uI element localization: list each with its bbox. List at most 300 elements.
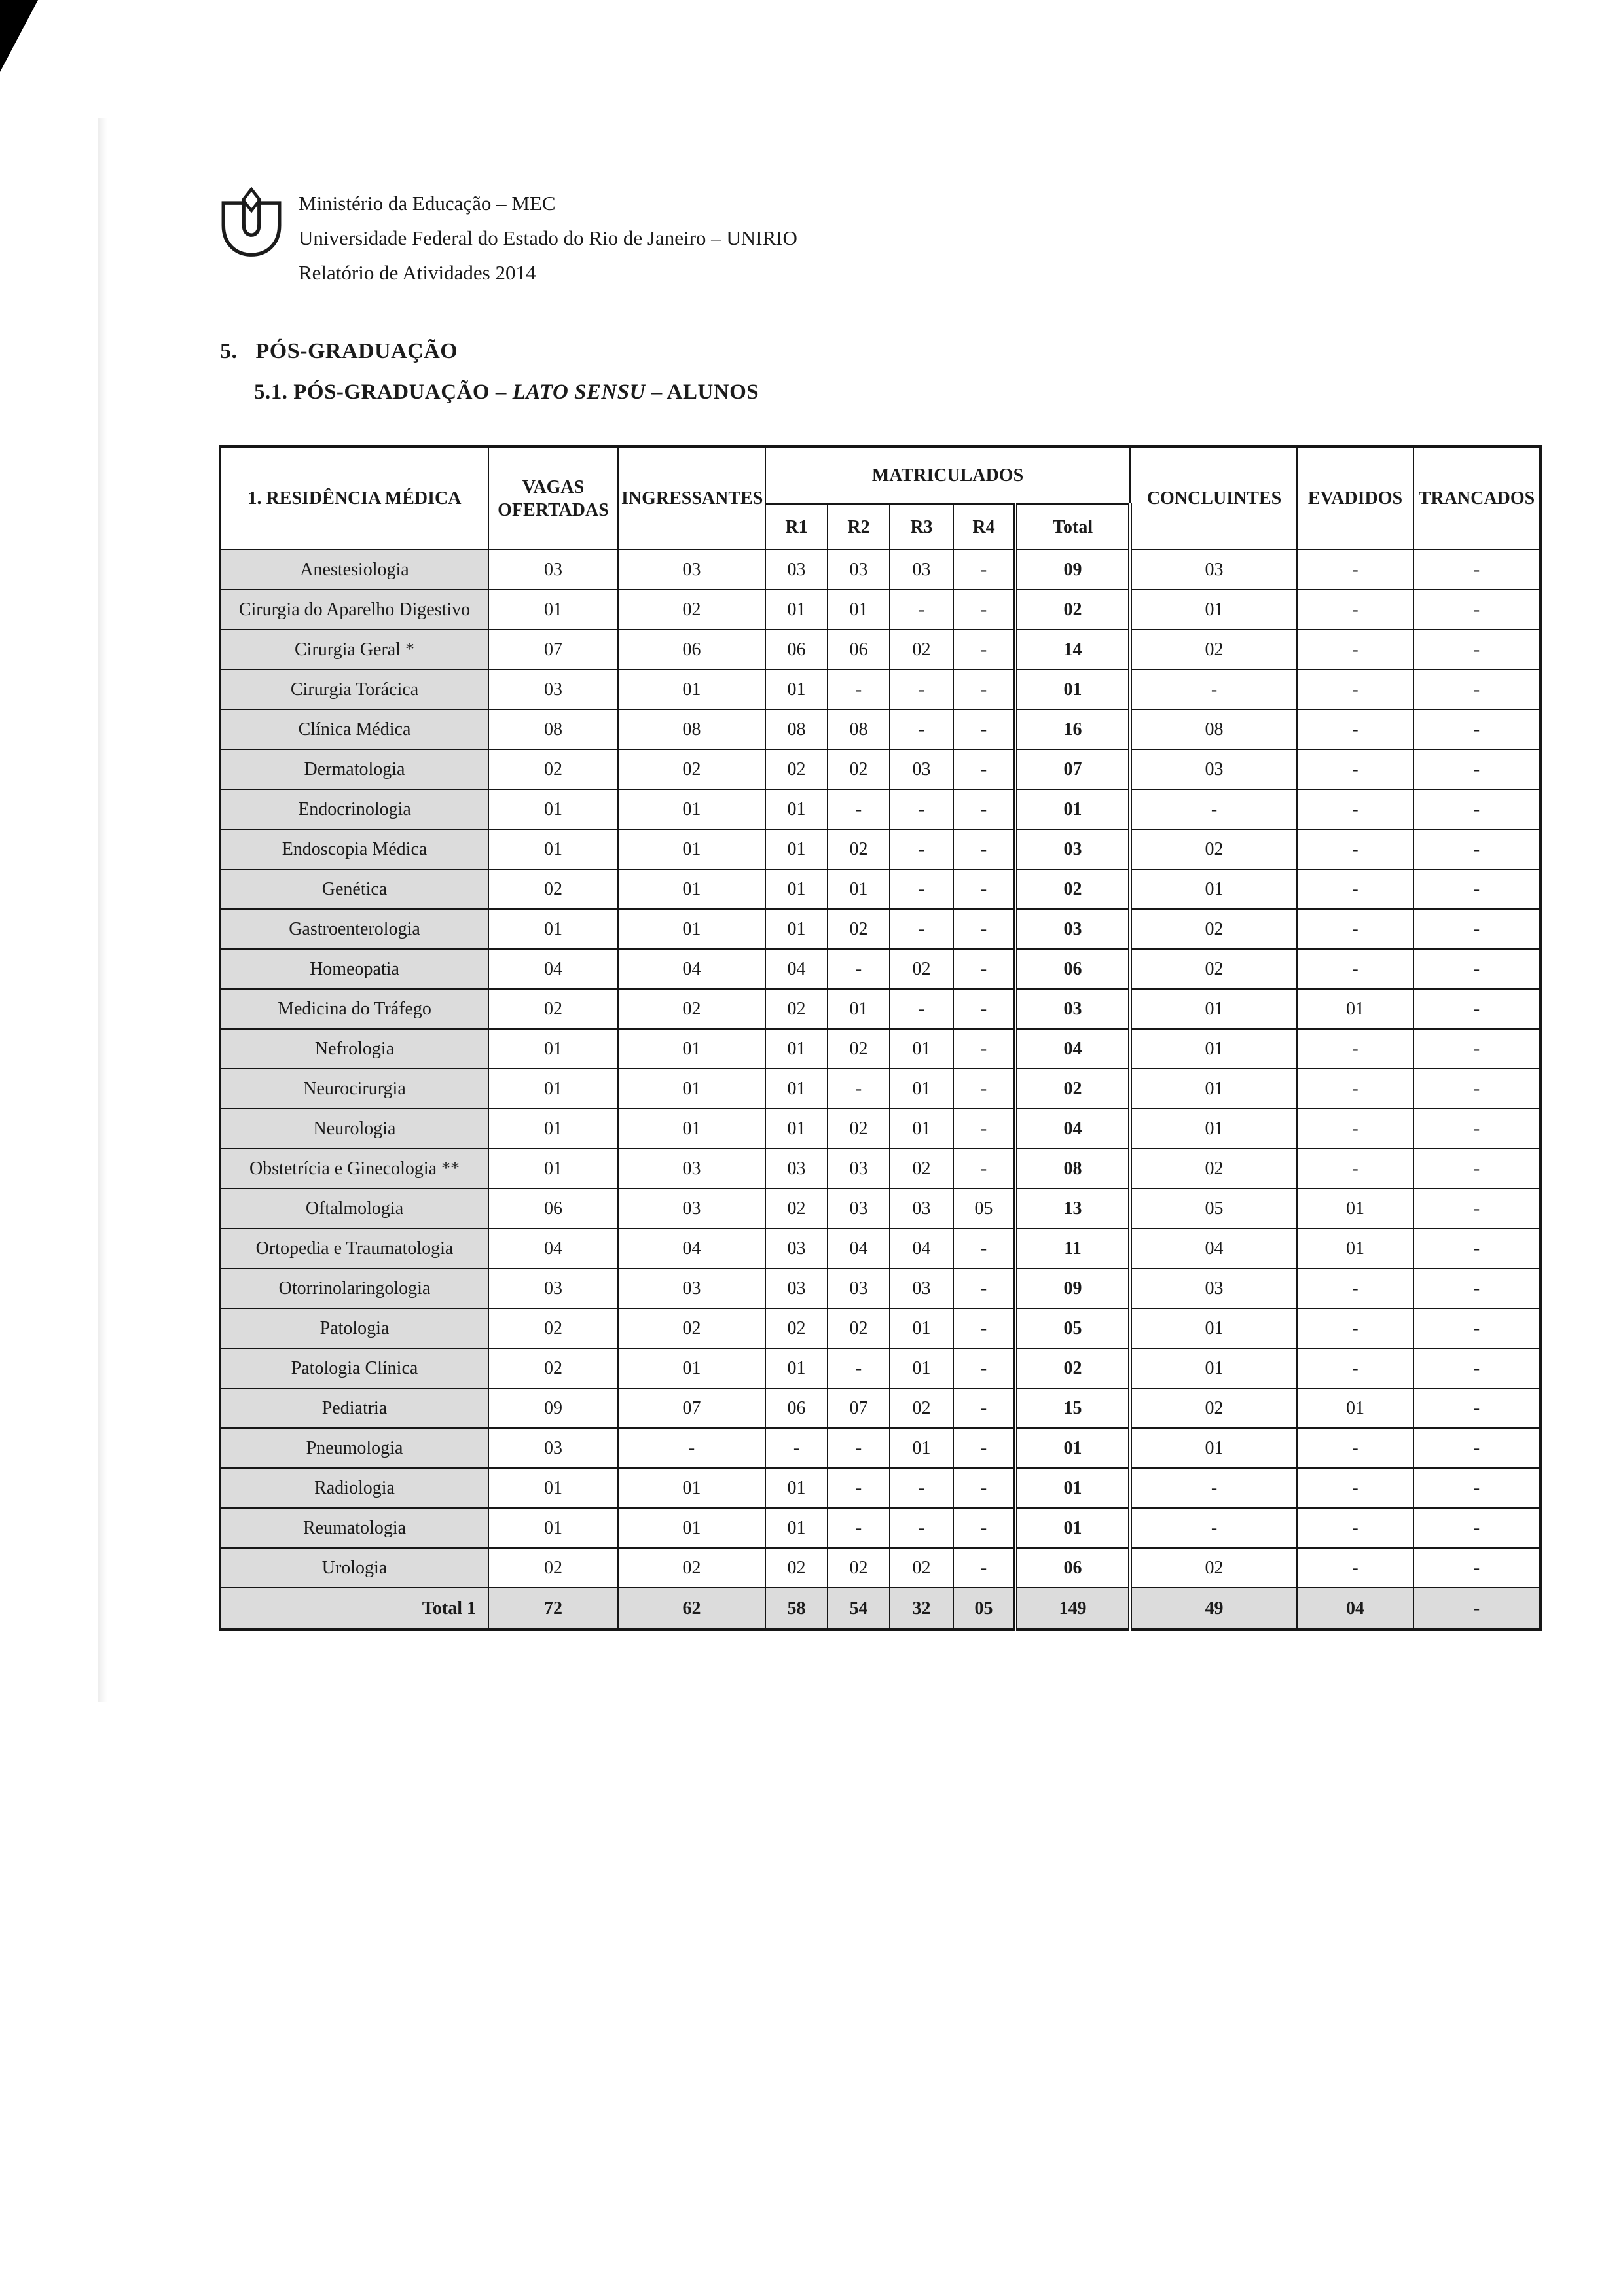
value-cell: - xyxy=(1297,1308,1413,1348)
specialty-name-cell: Oftalmologia xyxy=(220,1189,488,1229)
value-cell: - xyxy=(953,1548,1015,1588)
value-cell: 03 xyxy=(1130,550,1297,590)
specialty-name-cell: Radiologia xyxy=(220,1468,488,1508)
value-cell: 03 xyxy=(488,670,618,709)
value-cell: - xyxy=(1413,1029,1541,1069)
value-cell: - xyxy=(1413,869,1541,909)
value-cell: 01 xyxy=(618,670,765,709)
col-header-r3: R3 xyxy=(890,504,953,550)
table-row xyxy=(220,1308,1541,1348)
value-cell: 02 xyxy=(828,1109,890,1149)
value-cell: - xyxy=(1413,630,1541,670)
value-cell: 05 xyxy=(1015,1308,1130,1348)
table-row xyxy=(220,1149,1541,1189)
value-cell: - xyxy=(890,789,953,829)
value-cell: - xyxy=(953,749,1015,789)
table-row xyxy=(220,869,1541,909)
value-cell: 14 xyxy=(1015,630,1130,670)
table-row xyxy=(220,1468,1541,1508)
value-cell: 01 xyxy=(890,1029,953,1069)
value-cell: 07 xyxy=(618,1388,765,1428)
value-cell: - xyxy=(953,670,1015,709)
value-cell: - xyxy=(1413,829,1541,869)
value-cell: 03 xyxy=(1130,1268,1297,1308)
total-value-cell: 32 xyxy=(890,1588,953,1630)
value-cell: - xyxy=(953,590,1015,630)
document-header xyxy=(219,185,797,290)
value-cell: 02 xyxy=(1015,869,1130,909)
specialty-name-cell: Nefrologia xyxy=(220,1029,488,1069)
specialty-name-cell: Cirurgia Torácica xyxy=(220,670,488,709)
value-cell: - xyxy=(1297,1268,1413,1308)
value-cell: - xyxy=(890,709,953,749)
value-cell: - xyxy=(828,1508,890,1548)
value-cell: - xyxy=(1413,1468,1541,1508)
value-cell: 08 xyxy=(618,709,765,749)
value-cell: 01 xyxy=(765,1468,828,1508)
value-cell: 01 xyxy=(1130,1428,1297,1468)
subsection-suffix: – ALUNOS xyxy=(645,380,759,404)
scan-edge-shadow xyxy=(98,118,107,1702)
value-cell: - xyxy=(618,1428,765,1468)
value-cell: - xyxy=(1413,1189,1541,1229)
value-cell: 03 xyxy=(890,749,953,789)
value-cell: 01 xyxy=(1015,1508,1130,1548)
value-cell: - xyxy=(953,949,1015,989)
value-cell: - xyxy=(1297,909,1413,949)
value-cell: - xyxy=(890,670,953,709)
value-cell: 02 xyxy=(765,1308,828,1348)
value-cell: 03 xyxy=(618,550,765,590)
value-cell: 01 xyxy=(1130,1029,1297,1069)
value-cell: 01 xyxy=(765,1508,828,1548)
value-cell: - xyxy=(953,829,1015,869)
value-cell: 02 xyxy=(828,909,890,949)
header-row-main xyxy=(220,446,1541,504)
value-cell: 06 xyxy=(1015,1548,1130,1588)
value-cell: 03 xyxy=(828,1268,890,1308)
value-cell: 15 xyxy=(1015,1388,1130,1428)
value-cell: 01 xyxy=(765,909,828,949)
value-cell: - xyxy=(1297,1508,1413,1548)
value-cell: - xyxy=(1413,1109,1541,1149)
table-row xyxy=(220,749,1541,789)
value-cell: - xyxy=(1297,1348,1413,1388)
total-value-cell: 62 xyxy=(618,1588,765,1630)
value-cell: 06 xyxy=(765,630,828,670)
value-cell: 01 xyxy=(765,829,828,869)
header-line-university: Universidade Federal do Estado do Rio de Janeiro – UNIRIO xyxy=(299,226,797,249)
value-cell: 02 xyxy=(828,1308,890,1348)
table-row xyxy=(220,1508,1541,1548)
value-cell: - xyxy=(765,1428,828,1468)
value-cell: 01 xyxy=(765,1109,828,1149)
value-cell: - xyxy=(828,670,890,709)
table-row xyxy=(220,1189,1541,1229)
value-cell: - xyxy=(1297,949,1413,989)
value-cell: 03 xyxy=(1130,749,1297,789)
value-cell: - xyxy=(1130,1508,1297,1548)
col-header-r2: R2 xyxy=(828,504,890,550)
value-cell: - xyxy=(1130,1468,1297,1508)
value-cell: 02 xyxy=(1015,1348,1130,1388)
header-line-report: Relatório de Atividades 2014 xyxy=(299,261,536,284)
specialty-name-cell: Endoscopia Médica xyxy=(220,829,488,869)
value-cell: - xyxy=(953,1428,1015,1468)
specialty-name-cell: Pneumologia xyxy=(220,1428,488,1468)
value-cell: 01 xyxy=(618,1029,765,1069)
value-cell: - xyxy=(1413,1428,1541,1468)
table-row xyxy=(220,909,1541,949)
value-cell: 01 xyxy=(1130,1348,1297,1388)
value-cell: 01 xyxy=(890,1308,953,1348)
value-cell: 02 xyxy=(488,869,618,909)
value-cell: - xyxy=(828,1468,890,1508)
subsection-latin-term: LATO SENSU xyxy=(512,380,646,404)
value-cell: 01 xyxy=(1297,989,1413,1029)
value-cell: - xyxy=(953,709,1015,749)
value-cell: 07 xyxy=(488,630,618,670)
specialty-name-cell: Cirurgia Geral * xyxy=(220,630,488,670)
table-row xyxy=(220,1029,1541,1069)
value-cell: - xyxy=(1413,909,1541,949)
value-cell: 01 xyxy=(618,1468,765,1508)
value-cell: 01 xyxy=(1015,1428,1130,1468)
value-cell: 01 xyxy=(765,590,828,630)
value-cell: - xyxy=(1297,550,1413,590)
value-cell: - xyxy=(1297,1468,1413,1508)
value-cell: 06 xyxy=(618,630,765,670)
value-cell: 03 xyxy=(488,1268,618,1308)
col-header-ingressantes: INGRESSANTES xyxy=(618,446,765,550)
specialty-name-cell: Dermatologia xyxy=(220,749,488,789)
table-row xyxy=(220,709,1541,749)
value-cell: - xyxy=(1297,1149,1413,1189)
table-row xyxy=(220,1069,1541,1109)
value-cell: 03 xyxy=(828,1189,890,1229)
value-cell: 01 xyxy=(488,1069,618,1109)
value-cell: 02 xyxy=(1130,909,1297,949)
value-cell: - xyxy=(1297,630,1413,670)
specialty-name-cell: Otorrinolaringologia xyxy=(220,1268,488,1308)
value-cell: - xyxy=(1297,709,1413,749)
value-cell: - xyxy=(890,590,953,630)
col-header-r1: R1 xyxy=(765,504,828,550)
col-header-residencia: 1. RESIDÊNCIA MÉDICA xyxy=(220,446,488,550)
value-cell: 03 xyxy=(618,1189,765,1229)
value-cell: 03 xyxy=(828,550,890,590)
value-cell: - xyxy=(1297,829,1413,869)
value-cell: - xyxy=(1297,1548,1413,1588)
value-cell: - xyxy=(1413,1149,1541,1189)
value-cell: 01 xyxy=(1015,670,1130,709)
table-row xyxy=(220,1388,1541,1428)
total-value-cell: 04 xyxy=(1297,1588,1413,1630)
total-value-cell: 49 xyxy=(1130,1588,1297,1630)
header-line-ministry: Ministério da Educação – MEC xyxy=(299,192,556,215)
specialty-name-cell: Pediatria xyxy=(220,1388,488,1428)
value-cell: - xyxy=(828,1348,890,1388)
total-value-cell: 05 xyxy=(953,1588,1015,1630)
value-cell: - xyxy=(953,1348,1015,1388)
value-cell: 16 xyxy=(1015,709,1130,749)
value-cell: 03 xyxy=(488,550,618,590)
value-cell: 03 xyxy=(618,1149,765,1189)
value-cell: - xyxy=(1413,590,1541,630)
value-cell: - xyxy=(953,550,1015,590)
specialty-name-cell: Clínica Médica xyxy=(220,709,488,749)
value-cell: 01 xyxy=(488,1149,618,1189)
value-cell: - xyxy=(953,1268,1015,1308)
value-cell: 04 xyxy=(618,1229,765,1268)
value-cell: 03 xyxy=(828,1149,890,1189)
value-cell: 02 xyxy=(828,749,890,789)
table-row xyxy=(220,670,1541,709)
value-cell: 04 xyxy=(1130,1229,1297,1268)
value-cell: 01 xyxy=(618,1508,765,1548)
value-cell: 02 xyxy=(488,1348,618,1388)
table-row xyxy=(220,550,1541,590)
value-cell: 02 xyxy=(890,630,953,670)
value-cell: - xyxy=(1413,1508,1541,1548)
table-row xyxy=(220,630,1541,670)
value-cell: 01 xyxy=(1130,1109,1297,1149)
value-cell: - xyxy=(953,1468,1015,1508)
value-cell: 02 xyxy=(1130,1548,1297,1588)
table-header xyxy=(220,446,1541,550)
value-cell: 01 xyxy=(890,1069,953,1109)
value-cell: - xyxy=(890,1508,953,1548)
value-cell: - xyxy=(1413,1548,1541,1588)
value-cell: 01 xyxy=(618,869,765,909)
value-cell: - xyxy=(1413,1268,1541,1308)
value-cell: 04 xyxy=(828,1229,890,1268)
value-cell: - xyxy=(1413,550,1541,590)
value-cell: 06 xyxy=(1015,949,1130,989)
value-cell: - xyxy=(1130,789,1297,829)
value-cell: 03 xyxy=(1015,989,1130,1029)
value-cell: 04 xyxy=(488,1229,618,1268)
value-cell: 04 xyxy=(1015,1109,1130,1149)
value-cell: 02 xyxy=(765,989,828,1029)
value-cell: - xyxy=(1297,1109,1413,1149)
specialty-name-cell: Genética xyxy=(220,869,488,909)
value-cell: - xyxy=(890,989,953,1029)
table-row xyxy=(220,1348,1541,1388)
value-cell: 01 xyxy=(890,1348,953,1388)
value-cell: 02 xyxy=(828,829,890,869)
value-cell: 01 xyxy=(890,1109,953,1149)
value-cell: - xyxy=(828,789,890,829)
value-cell: 08 xyxy=(828,709,890,749)
table-row xyxy=(220,1268,1541,1308)
value-cell: - xyxy=(953,869,1015,909)
col-header-concluintes: CONCLUINTES xyxy=(1130,446,1297,550)
col-header-evadidos: EVADIDOS xyxy=(1297,446,1413,550)
value-cell: 01 xyxy=(618,909,765,949)
value-cell: 01 xyxy=(1297,1388,1413,1428)
col-header-matriculados: MATRICULADOS xyxy=(765,446,1130,504)
value-cell: 04 xyxy=(488,949,618,989)
value-cell: 08 xyxy=(1130,709,1297,749)
value-cell: - xyxy=(1413,1388,1541,1428)
value-cell: - xyxy=(828,1428,890,1468)
specialty-name-cell: Medicina do Tráfego xyxy=(220,989,488,1029)
value-cell: - xyxy=(1413,949,1541,989)
value-cell: 01 xyxy=(765,1029,828,1069)
value-cell: 02 xyxy=(765,749,828,789)
value-cell: 01 xyxy=(1130,1308,1297,1348)
value-cell: 01 xyxy=(1015,789,1130,829)
value-cell: 02 xyxy=(1130,630,1297,670)
specialty-name-cell: Neurologia xyxy=(220,1109,488,1149)
table-row xyxy=(220,789,1541,829)
value-cell: - xyxy=(890,829,953,869)
value-cell: 01 xyxy=(765,1348,828,1388)
table-total-row xyxy=(220,1588,1541,1630)
specialty-name-cell: Patologia xyxy=(220,1308,488,1348)
value-cell: 01 xyxy=(618,1069,765,1109)
value-cell: 09 xyxy=(488,1388,618,1428)
value-cell: 02 xyxy=(1130,1149,1297,1189)
header-text-block xyxy=(299,185,797,290)
total-value-cell: 58 xyxy=(765,1588,828,1630)
value-cell: 01 xyxy=(488,1468,618,1508)
value-cell: - xyxy=(953,789,1015,829)
value-cell: - xyxy=(953,1069,1015,1109)
scan-corner-artifact xyxy=(0,0,38,72)
value-cell: - xyxy=(953,1149,1015,1189)
table-footer xyxy=(220,1588,1541,1630)
value-cell: 04 xyxy=(765,949,828,989)
value-cell: 01 xyxy=(618,789,765,829)
col-header-r4: R4 xyxy=(953,504,1015,550)
value-cell: 02 xyxy=(1130,829,1297,869)
section-title-text: PÓS-GRADUAÇÃO xyxy=(255,339,458,363)
value-cell: 01 xyxy=(618,1109,765,1149)
value-cell: 02 xyxy=(488,989,618,1029)
value-cell: 02 xyxy=(618,1308,765,1348)
specialty-name-cell: Ortopedia e Traumatologia xyxy=(220,1229,488,1268)
col-header-total: Total xyxy=(1015,504,1130,550)
value-cell: 02 xyxy=(618,1548,765,1588)
value-cell: 02 xyxy=(890,1548,953,1588)
value-cell: 01 xyxy=(488,789,618,829)
value-cell: 05 xyxy=(953,1189,1015,1229)
specialty-name-cell: Urologia xyxy=(220,1548,488,1588)
value-cell: 03 xyxy=(1015,909,1130,949)
value-cell: - xyxy=(890,1468,953,1508)
value-cell: 02 xyxy=(765,1548,828,1588)
table-row xyxy=(220,829,1541,869)
value-cell: 01 xyxy=(488,1029,618,1069)
specialty-name-cell: Reumatologia xyxy=(220,1508,488,1548)
value-cell: 03 xyxy=(765,550,828,590)
table-row xyxy=(220,949,1541,989)
col-header-vagas: VAGAS OFERTADAS xyxy=(488,446,618,550)
value-cell: 01 xyxy=(765,869,828,909)
value-cell: 09 xyxy=(1015,550,1130,590)
value-cell: 02 xyxy=(765,1189,828,1229)
value-cell: 07 xyxy=(828,1388,890,1428)
value-cell: 03 xyxy=(765,1268,828,1308)
value-cell: - xyxy=(890,869,953,909)
value-cell: 02 xyxy=(488,1548,618,1588)
table-row xyxy=(220,1109,1541,1149)
value-cell: - xyxy=(890,909,953,949)
value-cell: 03 xyxy=(890,1189,953,1229)
value-cell: - xyxy=(1413,789,1541,829)
value-cell: - xyxy=(1413,989,1541,1029)
value-cell: 06 xyxy=(488,1189,618,1229)
total-row-label: Total 1 xyxy=(220,1588,488,1630)
value-cell: - xyxy=(1297,1029,1413,1069)
section-number: 5. xyxy=(220,339,238,363)
col-header-trancados: TRANCADOS xyxy=(1413,446,1541,550)
value-cell: 02 xyxy=(1130,949,1297,989)
value-cell: 13 xyxy=(1015,1189,1130,1229)
value-cell: - xyxy=(953,1308,1015,1348)
value-cell: 03 xyxy=(618,1268,765,1308)
value-cell: 02 xyxy=(828,1548,890,1588)
value-cell: - xyxy=(1413,749,1541,789)
value-cell: - xyxy=(828,1069,890,1109)
value-cell: 01 xyxy=(488,1109,618,1149)
value-cell: 02 xyxy=(890,1388,953,1428)
unirio-logo-icon xyxy=(219,185,284,262)
value-cell: 03 xyxy=(488,1428,618,1468)
value-cell: 01 xyxy=(1130,590,1297,630)
value-cell: 01 xyxy=(1130,989,1297,1029)
value-cell: 03 xyxy=(890,1268,953,1308)
value-cell: 02 xyxy=(1015,1069,1130,1109)
value-cell: - xyxy=(1413,1229,1541,1268)
value-cell: 03 xyxy=(1015,829,1130,869)
value-cell: 02 xyxy=(618,989,765,1029)
value-cell: 06 xyxy=(765,1388,828,1428)
value-cell: - xyxy=(1413,1308,1541,1348)
value-cell: - xyxy=(1297,789,1413,829)
value-cell: 02 xyxy=(1130,1388,1297,1428)
value-cell: - xyxy=(828,949,890,989)
value-cell: - xyxy=(1413,709,1541,749)
value-cell: 02 xyxy=(1015,590,1130,630)
value-cell: - xyxy=(953,989,1015,1029)
value-cell: 01 xyxy=(618,1348,765,1388)
total-value-cell: - xyxy=(1413,1588,1541,1630)
value-cell: - xyxy=(953,1508,1015,1548)
value-cell: - xyxy=(1130,670,1297,709)
value-cell: - xyxy=(1297,590,1413,630)
table-row xyxy=(220,989,1541,1029)
value-cell: 01 xyxy=(1130,1069,1297,1109)
specialty-name-cell: Neurocirurgia xyxy=(220,1069,488,1109)
value-cell: 04 xyxy=(1015,1029,1130,1069)
residencia-medica-table xyxy=(219,445,1542,1631)
value-cell: - xyxy=(953,1109,1015,1149)
value-cell: 01 xyxy=(488,909,618,949)
value-cell: 01 xyxy=(618,829,765,869)
table-row xyxy=(220,590,1541,630)
value-cell: 01 xyxy=(1130,869,1297,909)
value-cell: 01 xyxy=(1297,1229,1413,1268)
value-cell: 01 xyxy=(488,829,618,869)
table-row xyxy=(220,1229,1541,1268)
value-cell: 01 xyxy=(765,1069,828,1109)
specialty-name-cell: Patologia Clínica xyxy=(220,1348,488,1388)
total-value-cell: 149 xyxy=(1015,1588,1130,1630)
value-cell: - xyxy=(1297,1428,1413,1468)
